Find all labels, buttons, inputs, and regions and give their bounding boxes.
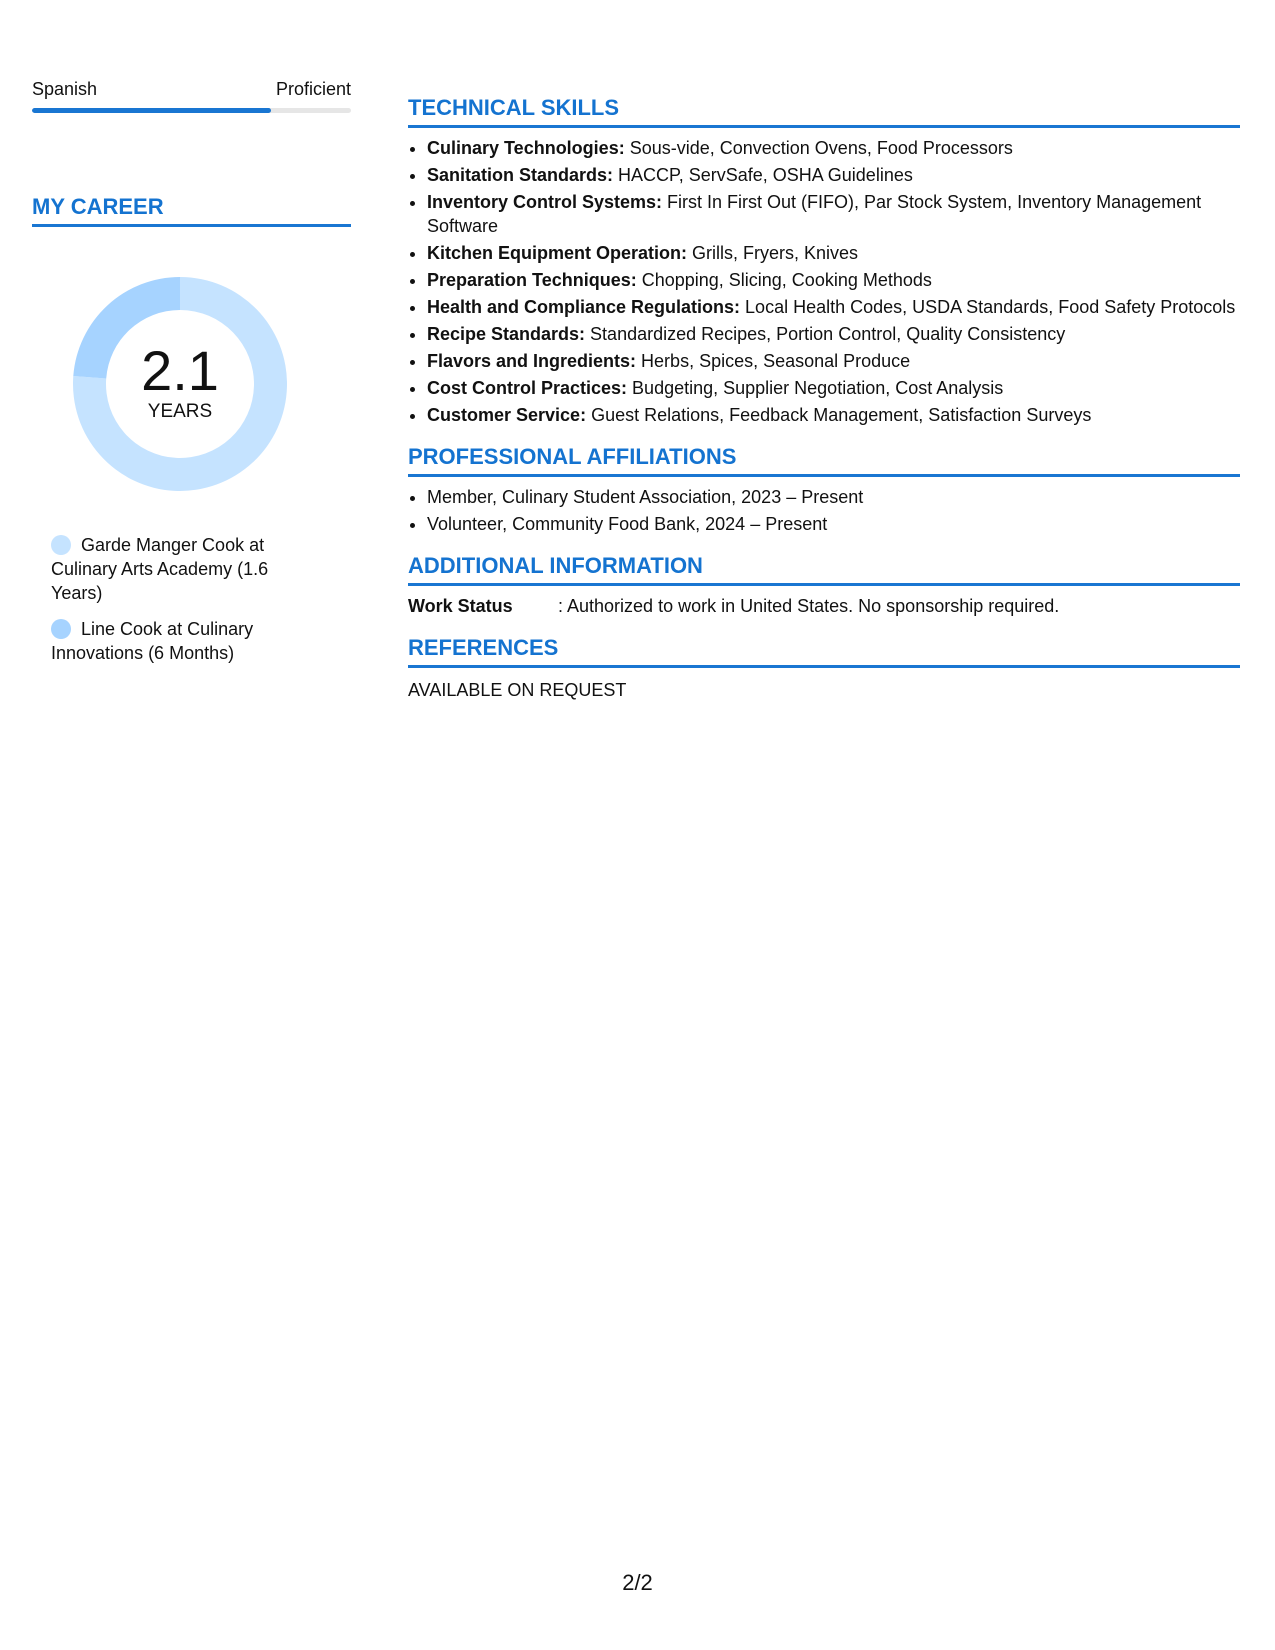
skill-item	[427, 349, 1240, 373]
language-row	[32, 78, 351, 100]
affiliations-list	[408, 485, 1240, 536]
career-total-value: 2.1	[141, 339, 219, 402]
skill-item	[427, 190, 1240, 238]
work-status-value: : Authorized to work in United States. No sponsorship required.	[558, 596, 1060, 616]
skill-text: Budgeting, Supplier Negotiation, Cost Analysis	[627, 378, 1004, 398]
affiliation-item: • Member, Culinary Student Association, 2023 – Present	[427, 485, 1240, 509]
work-status-label: Work Status	[408, 596, 513, 616]
skill-text: Grills, Fryers, Knives	[687, 243, 859, 263]
language-level: Proficient	[275, 79, 351, 99]
career-section-title: MY CAREER	[32, 193, 351, 227]
additional-info-section	[408, 552, 1240, 618]
language-proficiency-fill	[32, 108, 271, 113]
legend-dot-icon	[51, 619, 71, 639]
skill-item	[427, 268, 1240, 292]
skill-text: Guest Relations, Feedback Management, Satisfaction Surveys	[586, 405, 1092, 425]
skill-label: Preparation Techniques:	[427, 270, 637, 290]
career-legend	[51, 533, 291, 665]
legend-item	[51, 617, 291, 665]
skill-item	[427, 295, 1240, 319]
skill-item	[427, 163, 1240, 187]
references-section	[408, 634, 1240, 702]
legend-label: Line Cook at Culinary Innovations (6 Months)	[51, 619, 254, 663]
legend-label: Garde Manger Cook at Culinary Arts Academy (1.6 Years)	[51, 535, 269, 603]
page-number: 2/2	[622, 1570, 653, 1595]
skill-text: Chopping, Slicing, Cooking Methods	[636, 270, 932, 290]
skill-text: Sous-vide, Convection Ovens, Food Processors	[624, 138, 1013, 158]
legend-item	[51, 533, 291, 605]
skill-item	[427, 376, 1240, 400]
skill-label: Inventory Control Systems:	[427, 192, 663, 212]
skill-text: Standardized Recipes, Portion Control, Quality Consistency	[585, 324, 1066, 344]
right-column	[408, 94, 1240, 718]
technical-skills-title: TECHNICAL SKILLS	[408, 94, 1240, 128]
language-name: Spanish	[32, 79, 98, 99]
skill-label: Kitchen Equipment Operation:	[427, 243, 688, 263]
skill-label: Health and Compliance Regulations:	[427, 297, 741, 317]
skill-text: Local Health Codes, USDA Standards, Food Safety Protocols	[740, 297, 1236, 317]
skill-label: Culinary Technologies:	[427, 138, 625, 158]
skill-label: Recipe Standards:	[427, 324, 586, 344]
additional-info-title: ADDITIONAL INFORMATION	[408, 552, 1240, 586]
affiliations-section	[408, 443, 1240, 536]
technical-skills-list	[408, 136, 1240, 427]
work-status-row	[408, 594, 1240, 618]
donut-center	[67, 339, 293, 423]
skill-label: Customer Service:	[427, 405, 587, 425]
career-donut-chart	[67, 271, 293, 497]
references-text: AVAILABLE ON REQUEST	[408, 680, 627, 700]
left-column	[32, 78, 351, 677]
language-proficiency-bar	[32, 108, 351, 113]
skill-item	[427, 322, 1240, 346]
career-total-unit: YEARS	[147, 401, 213, 422]
affiliation-item: • Volunteer, Community Food Bank, 2024 – Present	[427, 512, 1240, 536]
skill-item	[427, 241, 1240, 265]
skill-item	[427, 403, 1240, 427]
affiliations-title: PROFESSIONAL AFFILIATIONS	[408, 443, 1240, 477]
skill-label: Flavors and Ingredients:	[427, 351, 637, 371]
legend-dot-icon	[51, 535, 71, 555]
skill-label: Sanitation Standards:	[427, 165, 614, 185]
skill-label: Cost Control Practices:	[427, 378, 628, 398]
skill-text: First In First Out (FIFO), Par Stock System, Inventory Management Software	[427, 192, 1202, 236]
references-title: REFERENCES	[408, 634, 1240, 668]
skill-text: Herbs, Spices, Seasonal Produce	[636, 351, 911, 371]
skill-text: HACCP, ServSafe, OSHA Guidelines	[613, 165, 913, 185]
skill-item	[427, 136, 1240, 160]
technical-skills-section	[408, 94, 1240, 427]
